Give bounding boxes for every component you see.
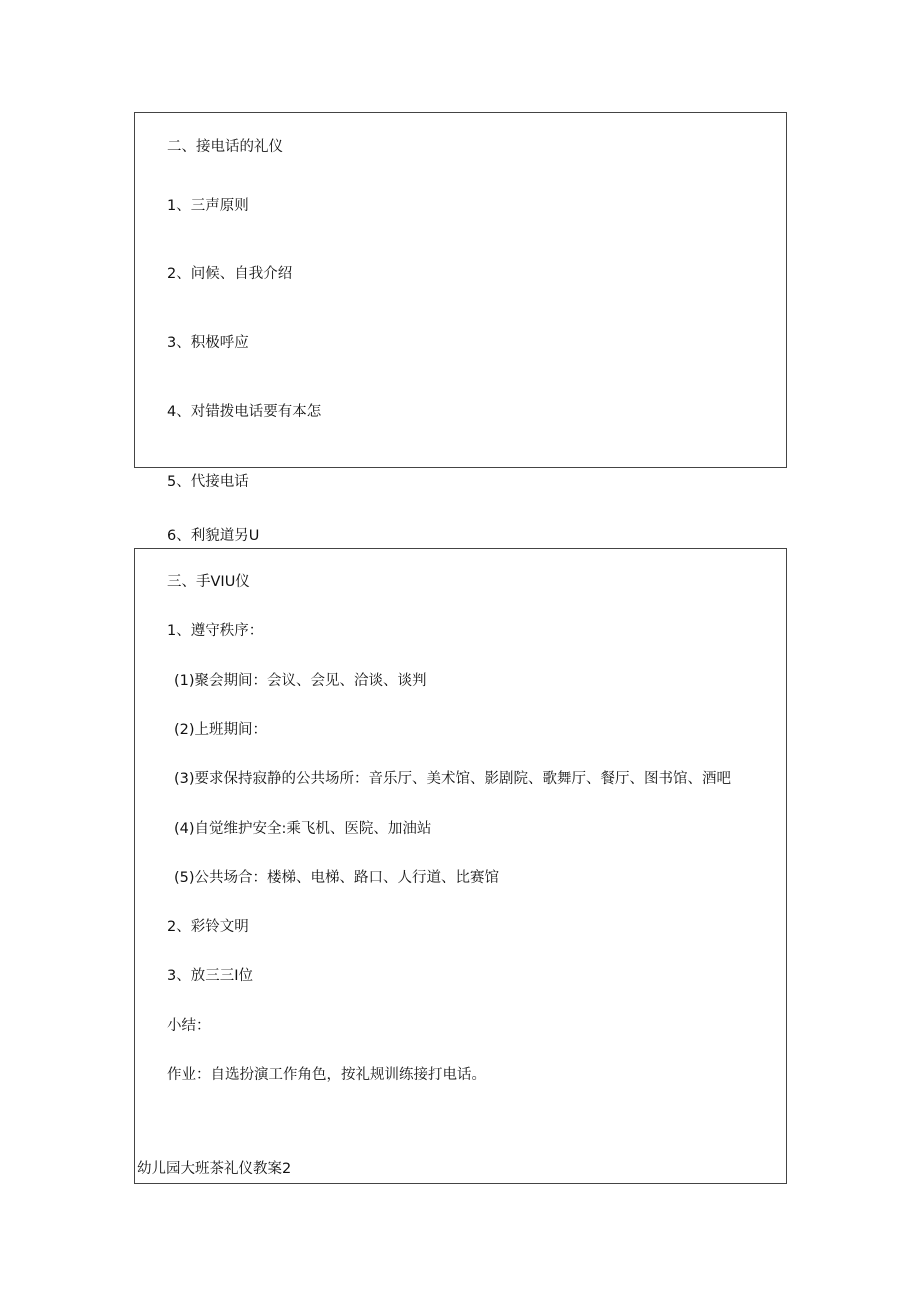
list-item: 2、问候、自我介绍 bbox=[167, 266, 293, 282]
section-box-mobile-etiquette bbox=[134, 548, 787, 1184]
list-item: 1、遵守秩序： bbox=[167, 623, 264, 639]
section-heading: 二、接电话的礼仪 bbox=[167, 139, 283, 155]
list-item: 2、彩铃文明 bbox=[167, 919, 249, 935]
footer-title: 幼儿园大班茶礼仪教案2 bbox=[137, 1161, 292, 1177]
summary-label: 小结： bbox=[167, 1018, 211, 1034]
sub-list-item: (5)公共场合：楼梯、电梯、路口、人行道、比赛馆 bbox=[174, 870, 500, 886]
list-item: 1、三声原则 bbox=[167, 198, 249, 214]
sub-list-item: (1)聚会期间：会议、会见、洽谈、谈判 bbox=[174, 673, 427, 689]
sub-list-item: (2)上班期间： bbox=[174, 722, 268, 738]
list-item: 5、代接电话 bbox=[167, 474, 249, 490]
list-item: 4、对错拨电话要有本怎 bbox=[167, 404, 322, 420]
list-item: 3、积极呼应 bbox=[167, 335, 249, 351]
list-item: 6、利貌道另U bbox=[167, 528, 260, 544]
sub-list-item: (4)自觉维护安全:乘飞机、医院、加油站 bbox=[174, 821, 432, 837]
homework-text: 作业：自选扮演工作角色，按礼规训练接打电话。 bbox=[167, 1067, 486, 1083]
list-item: 3、放三三I位 bbox=[167, 968, 254, 984]
section-heading: 三、手VIU仪 bbox=[167, 574, 250, 590]
sub-list-item: (3)要求保持寂静的公共场所：音乐厅、美术馆、影剧院、歌舞厅、餐厅、图书馆、酒吧 bbox=[174, 771, 732, 787]
